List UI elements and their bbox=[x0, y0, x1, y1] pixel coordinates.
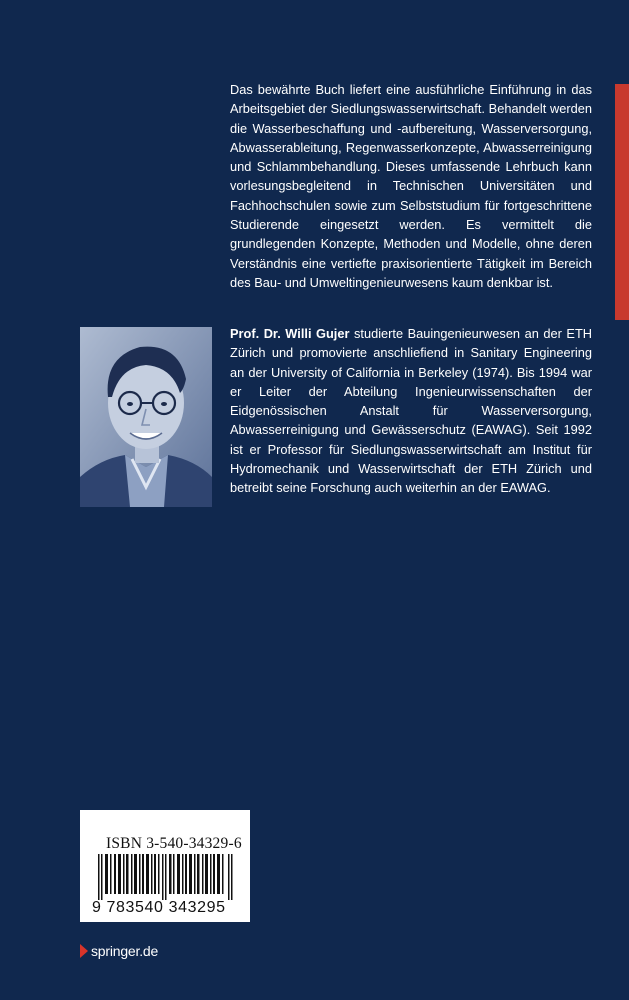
chevron-right-icon bbox=[80, 944, 88, 958]
author-name: Prof. Dr. Willi Gujer bbox=[230, 326, 350, 341]
isbn-text: ISBN 3-540-34329-6 bbox=[106, 835, 242, 852]
red-side-bar bbox=[615, 84, 629, 320]
ean-number: 9 783540 343295 bbox=[92, 899, 226, 916]
barcode-label bbox=[80, 810, 250, 922]
author-bio-text: studierte Bauingenieurwesen an der ETH Zürich und promovierte anschliefiend in Sanitary Engineering an der University of California in Berkeley (1974). Bis 1994 war er Leiter der Abteilung Ingenieurwissenschaften der Eidgenössischen Anstalt für Wasserversorgung, Abwasserreinigung und Gewässerschutz (EAWAG). Seit 1992 ist er Professor für Siedlungswasserwirtschaft am Institut für Hydromechanik und Wasserwirtschaft der ETH Zürich und betreibt seine Forschung auch weiterhin an der EAWAG. bbox=[230, 326, 593, 496]
book-description: Das bewährte Buch liefert eine ausführliche Einführung in das Arbeitsgebiet der Siedlungswasserwirtschaft. Behandelt werden die Wasserbeschaffung und -aufbereitung, Wasserversorgung, Abwasserableitung, Regenwasserkonzepte, Abwasserreinigung und Schlammbehandlung. Dieses umfassende Lehrbuch kann vorlesungsbegleitend in Technischen Universitäten und Fachhochschulen sowie zum Selbststudium für fortgeschrittene Studierende eingesetzt werden. Es vermittelt die grundlegenden Konzepte, Methoden und Modelle, ohne deren Verständnis eine vertiefte praxisorientierte Tätigkeit im Bereich des Bau- und Umweltingenieurwesens kaum denkbar ist. bbox=[230, 82, 592, 290]
barcode-bars bbox=[98, 854, 234, 900]
publisher-url: springer.de bbox=[91, 943, 159, 959]
author-photo bbox=[80, 327, 212, 507]
author-bio bbox=[230, 324, 592, 498]
publisher-logo bbox=[80, 942, 158, 960]
